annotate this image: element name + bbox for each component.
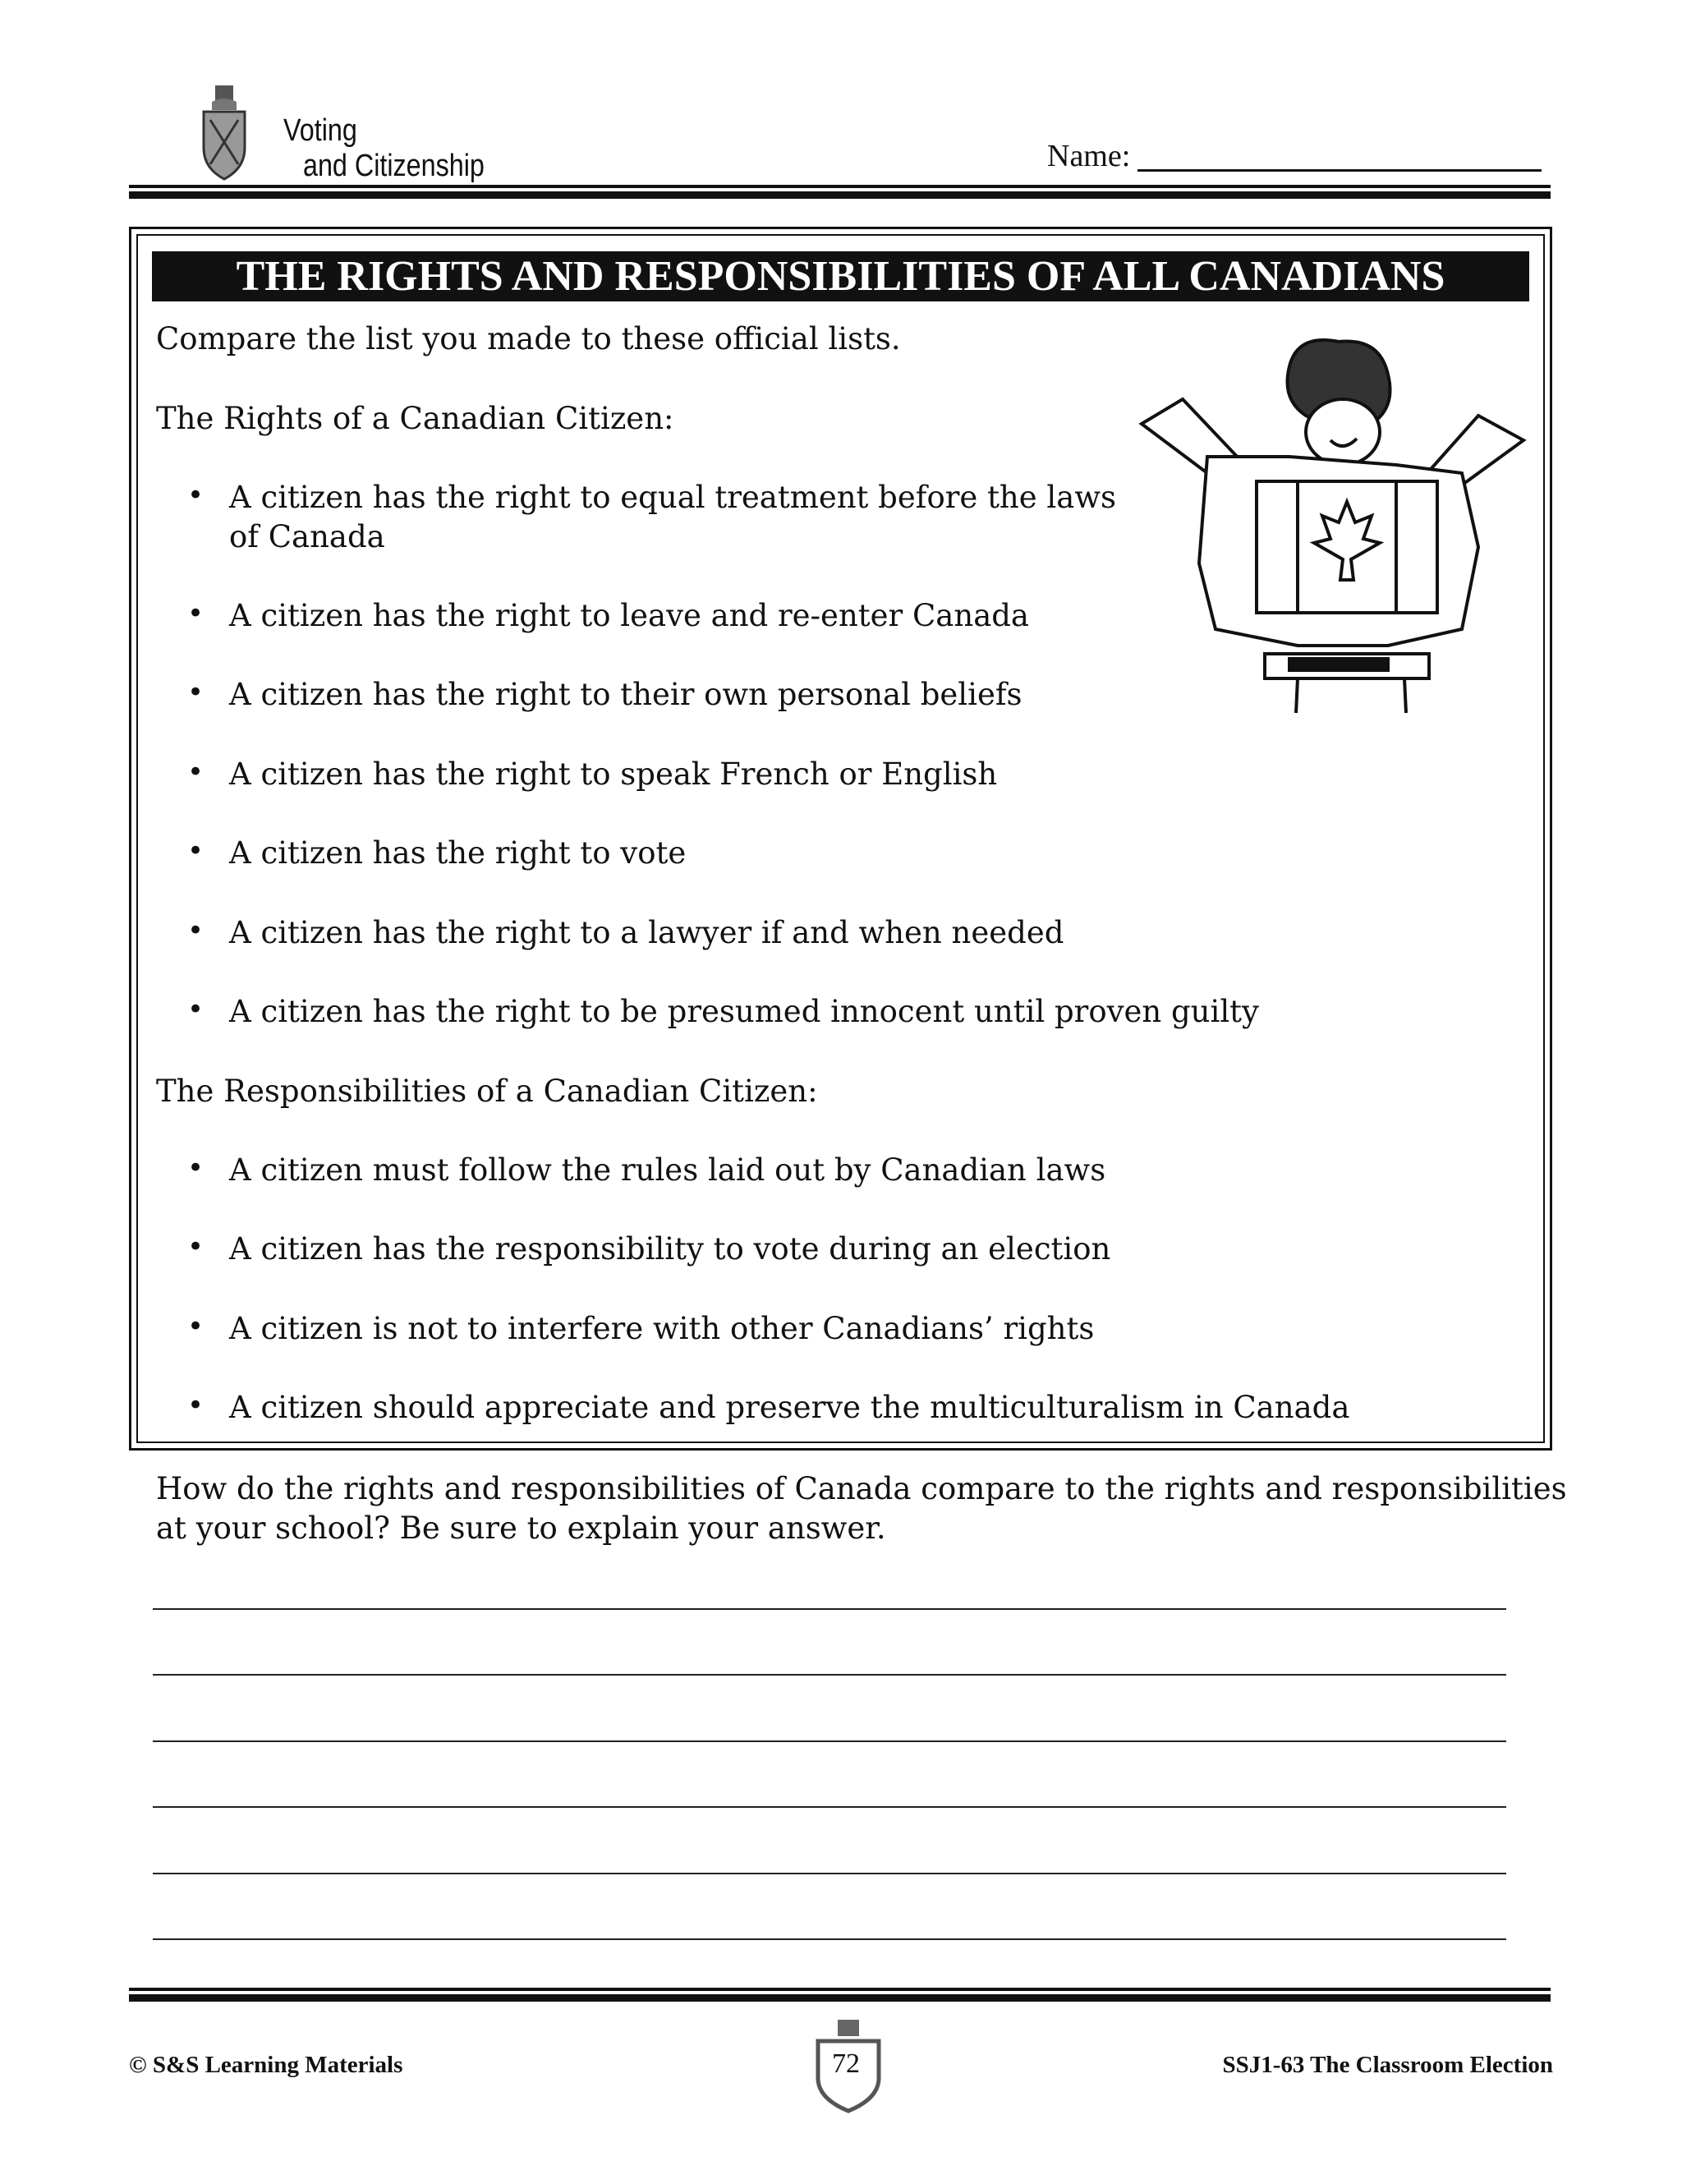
question-line-1: How do the rights and responsibilities of Canada compare to the rights and responsibilities [156,1471,1567,1506]
logo-title-citizenship: and Citizenship [303,149,485,183]
bullet-icon: • [187,835,205,867]
list-item: A citizen has the responsibility to vote during an election [229,1231,1111,1267]
list-item: A citizen has the right to be presumed innocent until proven guilty [229,994,1259,1029]
bullet-icon: • [187,1310,205,1343]
bullet-icon: • [187,676,205,709]
list-item: A citizen is not to interfere with other Canadians’ rights [229,1311,1095,1346]
question-line-2: at your school? Be sure to explain your answer. [156,1510,886,1546]
list-item-continued: of Canada [229,519,385,554]
name-label: Name: [1047,139,1131,173]
answer-line[interactable] [153,1674,1506,1676]
list-item: A citizen should appreciate and preserve the multiculturalism in Canada [229,1390,1350,1425]
header-rule-thick [129,191,1551,199]
bullet-icon: • [187,597,205,630]
list-item: A citizen has the right to a lawyer if and when needed [229,915,1064,950]
crest-logo-icon [195,82,253,185]
list-item: A citizen has the right to leave and re-enter Canada [229,598,1029,633]
footer-rule-thin [129,1988,1551,1991]
page-number: 72 [832,2048,860,2079]
footer-copyright: © S&S Learning Materials [129,2052,403,2078]
bullet-icon: • [187,1230,205,1263]
name-field[interactable] [1137,169,1542,172]
list-item: A citizen has the right to equal treatment before the laws [229,480,1116,515]
answer-line[interactable] [153,1806,1506,1808]
list-item: A citizen has the right to their own personal beliefs [229,677,1023,712]
header-rule-thin [129,185,1551,188]
responsibilities-heading: The Responsibilities of a Canadian Citizen: [156,1074,818,1109]
bullet-icon: • [187,1152,205,1184]
bullet-icon: • [187,756,205,789]
footer-series-title: SSJ1-63 The Classroom Election [1222,2052,1553,2078]
answer-line[interactable] [153,1938,1506,1940]
list-item: A citizen has the right to speak French or English [229,756,998,792]
answer-line[interactable] [153,1873,1506,1874]
bullet-icon: • [187,1389,205,1422]
bullet-icon: • [187,914,205,947]
footer-rule-thick [129,1994,1551,2002]
boy-with-canada-shirt-illustration [1133,333,1532,720]
answer-line[interactable] [153,1740,1506,1742]
logo-title-voting: Voting [283,113,357,148]
rights-heading: The Rights of a Canadian Citizen: [156,401,674,436]
answer-line[interactable] [153,1608,1506,1610]
bullet-icon: • [187,479,205,512]
bullet-icon: • [187,993,205,1026]
intro-text: Compare the list you made to these official lists. [156,321,901,356]
page-title: THE RIGHTS AND RESPONSIBILITIES OF ALL CANADIANS [152,251,1529,301]
list-item: A citizen has the right to vote [229,835,687,871]
list-item: A citizen must follow the rules laid out by Canadian laws [229,1152,1106,1188]
